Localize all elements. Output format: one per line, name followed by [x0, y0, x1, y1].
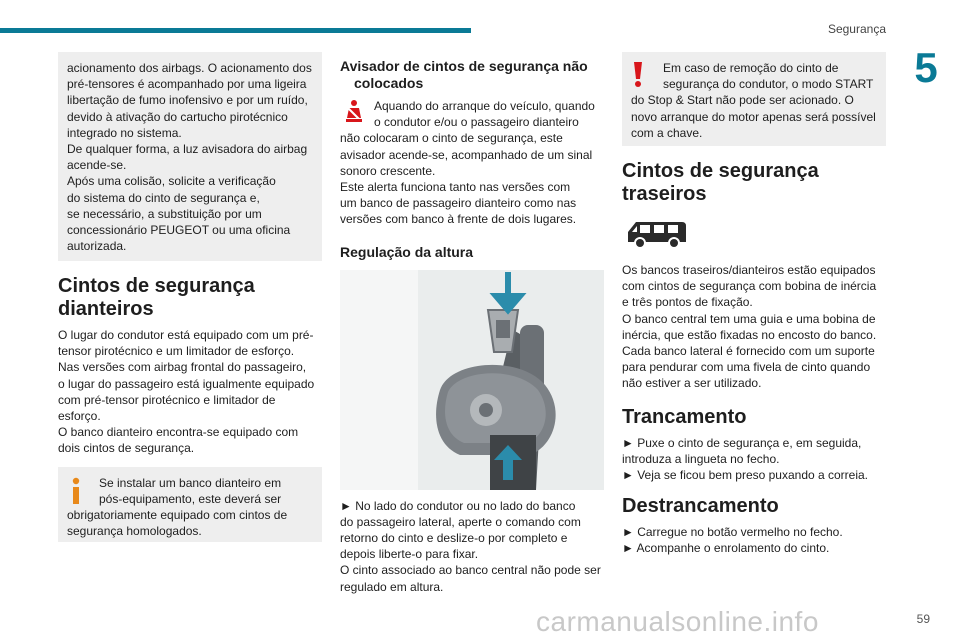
text-line: devido à ativação do cartucho pirotécnico: [67, 109, 288, 124]
text-line: um banco de passageiro dianteiro como nas: [340, 196, 577, 211]
text-line: Este alerta funciona tanto nas versões com: [340, 180, 571, 195]
text-line: Após uma colisão, solicite a verificação: [67, 174, 276, 189]
text-line: não estiver a ser utilizado.: [622, 376, 762, 391]
heading-line: traseiros: [622, 183, 707, 205]
text-line: com cintos de segurança com bobina de inércia: [622, 279, 877, 294]
text-line: segurança do condutor, o modo START: [663, 77, 874, 92]
text-line: regulado em altura.: [340, 579, 444, 594]
text-line: ► Puxe o cinto de segurança e, em seguida,: [622, 435, 862, 450]
front-belts-paragraph: [58, 327, 322, 457]
text-line: introduza a lingueta no fecho.: [622, 451, 780, 466]
text-line: e três pontos de fixação.: [622, 295, 753, 310]
watermark: carmanualsonline.info: [536, 606, 819, 637]
text-line: versões com banco à frente de dois lugares.: [340, 212, 577, 227]
belt-warning-heading: [340, 58, 604, 92]
text-line: novo arranque do motor apenas será possível: [631, 109, 876, 124]
unlocking-paragraph: [622, 524, 886, 556]
heading-line: Cintos de segurança: [58, 275, 255, 297]
text-line: do passageiro lateral, aperte o comando com: [340, 514, 581, 529]
seatbelt-warning-lamp-icon: [340, 98, 368, 122]
rear-belts-paragraph: [622, 262, 886, 392]
text-line: integrado no sistema.: [67, 125, 182, 140]
info-icon: [69, 477, 91, 507]
text-line: ► Veja se ficou bem preso puxando a correia.: [622, 468, 869, 483]
heading-line: Cintos de segurança: [622, 160, 819, 182]
van-icon: [624, 218, 684, 248]
text-line: avisador acende-se, acompanhado de um sinal: [340, 147, 593, 162]
heading-line: colocados: [354, 75, 424, 91]
height-adjust-heading: Regulação da altura: [340, 243, 474, 260]
unlocking-heading: Destrancamento: [622, 495, 779, 518]
text-line: ► Acompanhe o enrolamento do cinto.: [622, 541, 830, 556]
column-3: [622, 52, 886, 557]
locking-heading: Trancamento: [622, 405, 747, 428]
text-line: De qualquer forma, a luz avisadora do airbag: [67, 142, 308, 157]
text-line: Se instalar um banco dianteiro em: [99, 475, 282, 490]
text-line: acionamento dos airbags. O acionamento dos: [67, 61, 312, 75]
text-line: Aquando do arranque do veículo, quando: [374, 99, 595, 113]
text-line: ► Carregue no botão vermelho no fecho.: [622, 525, 843, 540]
info-note-box: [58, 467, 322, 542]
text-line: o lugar do passageiro está igualmente equipado: [58, 376, 315, 391]
page-number: 59: [916, 612, 930, 626]
heading-line: Avisador de cintos de segurança não: [340, 58, 588, 74]
text-line: tensor pirotécnico e um limitador de esforço.: [58, 344, 295, 359]
column-2: [340, 58, 604, 595]
text-line: ► No lado do condutor ou no lado do banco: [340, 498, 576, 513]
heading-line: dianteiros: [58, 298, 154, 320]
text-line: obrigatoriamente equipado com cintos de: [67, 508, 288, 523]
text-line: pós-equipamento, este deverá ser: [99, 491, 282, 506]
text-line: sonoro crescente.: [340, 163, 436, 178]
text-line: com pré-tensor pirotécnico e limitador de: [58, 392, 276, 407]
text-line: inércia, que estão fixadas no encosto do banco.: [622, 327, 877, 342]
text-line: concessionário PEUGEOT ou uma oficina: [67, 223, 291, 238]
belt-height-illustration: [340, 270, 604, 490]
text-line: dois cintos de segurança.: [58, 441, 195, 456]
text-line: O banco dianteiro encontra-se equipado com: [58, 425, 299, 440]
warning-icon: [633, 62, 655, 86]
text-line: acende-se.: [67, 158, 127, 173]
text-line: O lugar do condutor está equipado com um pré-: [58, 328, 314, 342]
text-line: se necessário, a substituição por um: [67, 206, 262, 221]
text-line: com a chave.: [631, 125, 703, 140]
rear-belts-heading: [622, 160, 886, 206]
chapter-number: 5: [914, 44, 938, 91]
header-bar: [0, 28, 471, 33]
airbag-note-box: [58, 52, 322, 261]
section-title: Segurança: [827, 22, 886, 36]
text-line: pré-tensores é acompanhado por uma ligeira: [67, 77, 307, 92]
text-line: para pendurar com uma fivela de cinto quando: [622, 360, 871, 375]
text-line: não colocaram o cinto de segurança, este: [340, 131, 563, 146]
warning-note-box: [622, 52, 886, 146]
belt-warning-paragraph: [340, 98, 604, 228]
column-1: [58, 52, 322, 542]
text-line: esforço.: [58, 409, 101, 424]
text-line: Nas versões com airbag frontal do passageiro,: [58, 360, 307, 375]
text-line: O cinto associado ao banco central não pode ser: [340, 563, 601, 578]
text-line: retorno do cinto e deslize-o por completo e: [340, 531, 568, 546]
text-line: Os bancos traseiros/dianteiros estão equipados: [622, 263, 876, 277]
text-line: autorizada.: [67, 239, 127, 254]
front-belts-heading: [58, 275, 322, 321]
text-line: depois liberte-o para fixar.: [340, 547, 479, 562]
text-line: Em caso de remoção do cinto de: [663, 61, 839, 75]
text-line: Cada banco lateral é fornecido com um suporte: [622, 344, 875, 359]
text-line: o condutor e/ou o passageiro dianteiro: [374, 115, 579, 130]
text-line: segurança homologados.: [67, 524, 202, 539]
text-line: libertação de fumo inofensivo e por um ruído,: [67, 93, 308, 108]
locking-paragraph: [622, 435, 886, 484]
text-line: do Stop & Start não pode ser acionado. O: [631, 93, 854, 108]
text-line: do sistema do cinto de segurança e,: [67, 190, 260, 205]
text-line: O banco central tem uma guia e uma bobina de: [622, 311, 876, 326]
height-adjust-paragraph: [340, 498, 604, 595]
